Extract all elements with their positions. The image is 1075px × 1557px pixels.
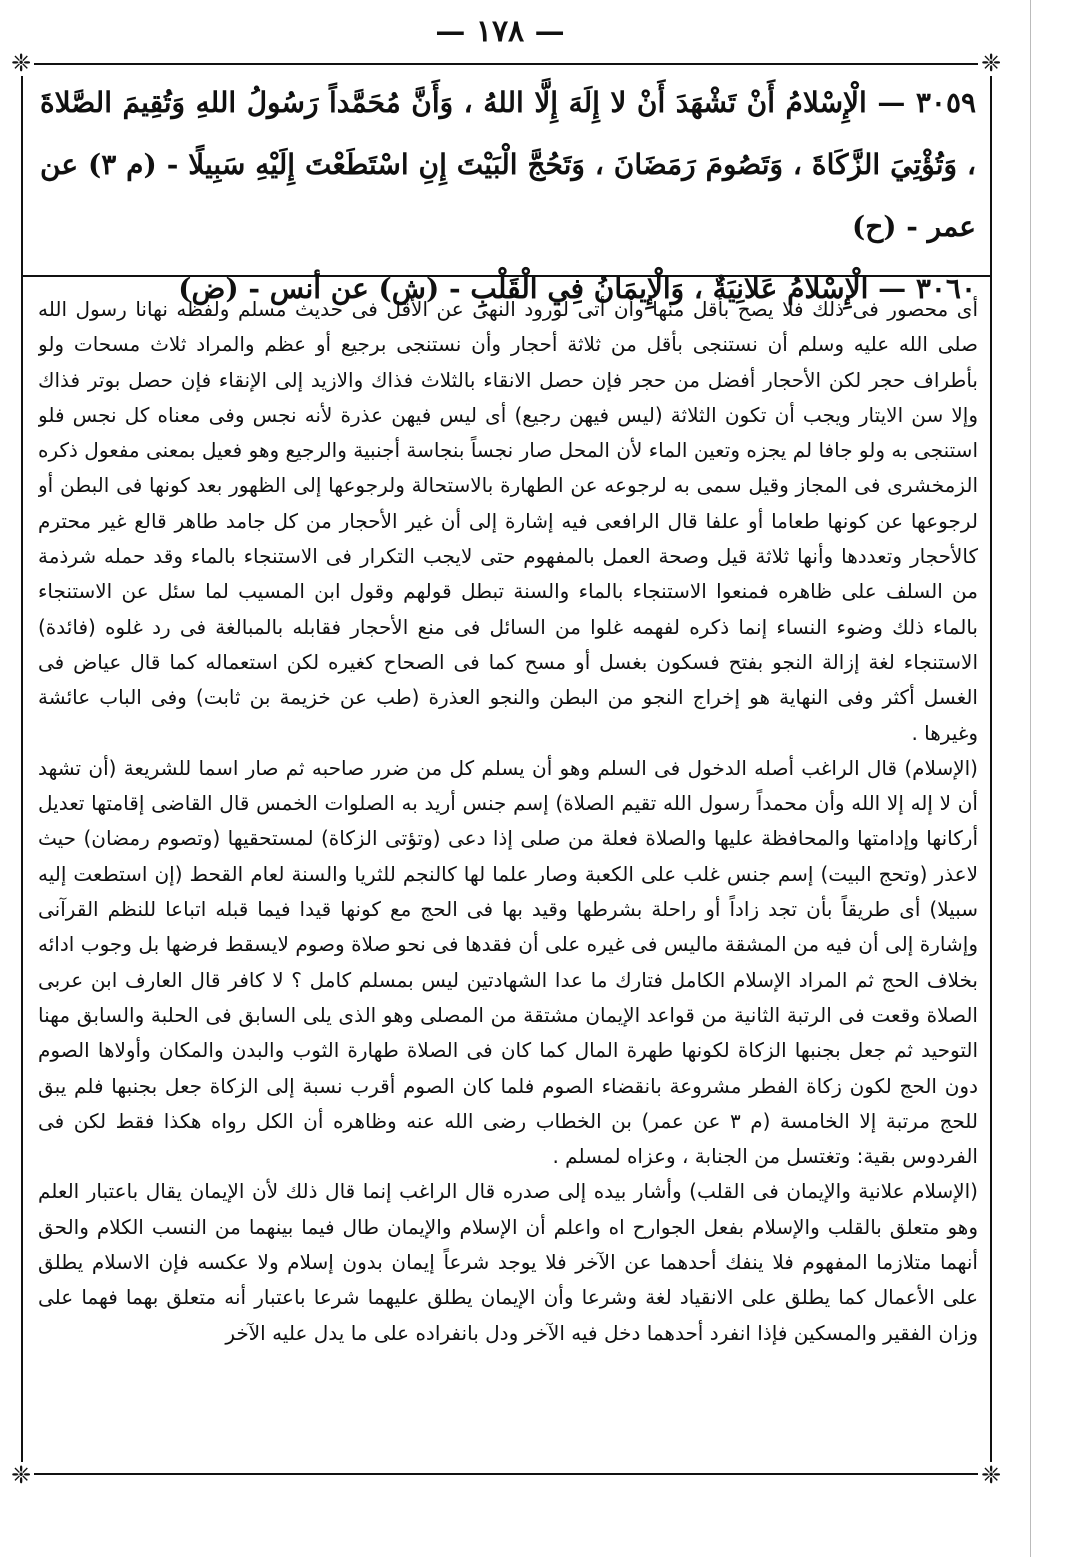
hadith-3059 (40, 72, 976, 258)
ornament-icon: ❈ (8, 50, 34, 76)
commentary-paragraph: (الإسلام علانية والإيمان فى القلب) وأشار بيده إلى صدره قال الراغب إنما قال ذلك لأن الإيمان يقال باعتبار العلم وهو متعلق بالقلب والإسلام بفعل الجوارح اه واعلم أن الإسلام والإيمان طال فيما بينهما من النسب الكلام والحق أنهما متلازما المفهوم فلا ينفك أحدهما عن الآخر فلا يوجد شرعاً إيمان بدون إسلام ولا عكسه فإن الاسلام يطلق على الأعمال كما يطلق على الانقياد لغة وشرعا وأن الإيمان يطلق عليهما شرعا باعتبار أنه متعلق بهما فهما على وزان الفقير والمسكين فإذا انفرد أحدهما دخل فيه الآخر ودل بانفراده على ما يدل عليه الآخر (38, 1179, 978, 1345)
hadith-text: — الْإِسْلامُ أَنْ تَشْهَدَ أَنْ لا إِلَهَ إِلَّا اللهُ ، وَأَنَّ مُحَمَّداً رَسُولُ اللهِ وَتُقِيمَ الصَّلاةَ ، وَتُؤْتِيَ الزَّكَاةَ ، وَتَصُومَ رَمَضَانَ ، وَتَحُجَّ الْبَيْتَ إِنِ اسْتَطَعْتَ إِلَيْهِ سَبِيلًا (40, 86, 976, 181)
section-divider (23, 275, 990, 277)
page-margin-line (1030, 0, 1031, 1557)
hadith-source: - (ش) عن أنس - (ض) (178, 272, 461, 305)
page-number: — ١٧٨ — (435, 14, 565, 49)
hadith-text: — الْإِسْلامُ عَلانِيَةٌ ، وَالْإِيمَانُ فِي الْقَلْبِ (470, 272, 907, 305)
hadith-number: ٣٠٥٩ (915, 86, 977, 119)
ornament-icon: ❈ (978, 1462, 1004, 1488)
commentary-paragraph: (الإسلام) قال الراغب أصله الدخول فى السلم وهو أن يسلم كل من ضرر صاحبه ثم صار اسما للشريعة (أن تشهد أن لا إله إلا الله وأن محمداً رسول الله تقيم الصلاة) إسم جنس أريد به الصلوات الخمس قال القاضى إقامتها تعديل أركانها وإدامتها والمحافظة عليها والصلاة فعلة من صلى إذا دعى (وتؤتى الزكاة) لمستحقيها (وتصوم رمضان) حيث لاعذر (وتحج البيت) إسم جنس غلب على الكعبة وصار علما لها كالنجم للثريا والسنة لعام القحط (إن استطعت إليه سبيلا) أى طريقاً بأن تجد زاداً أو راحلة بشرطها وقيد بها فى الحج مع كونها قيدا فيما قبله اتباعا للنظم القرآنى وإشارة إلى أن فيه من المشقة ماليس فى غيره على أن فقدها فى نحو صلاة وصوم لايسقط فرضها بل وجوب ادائه بخلاف الحج ثم المراد الإسلام الكامل فتارك ما عدا الشهادتين ليس بمسلم كامل ؟ لا كافر قال العارف ابن عربى الصلاة وقعت فى الرتبة الثانية من قواعد الإيمان مشتقة من المصلى وهو الذى يلى السابق فى الحلبة والسابق مهنا التوحيد ثم جعل بجنبها الزكاة لكونها طهرة المال كما كان فى الصلاة طهارة الثوب والبدن والمكان وأولاها الصوم دون الحج لكون زكاة الفطر مشروعة بانقضاء الصوم فلما كان الصوم أقرب نسبة إلى الزكاة جعل بجنبها فلم يبق للحج مرتبة إلا الخامسة (م ٣ عن عمر) بن الخطاب رضى الله عنه وظاهره أن الكل رواه هكذا فقط لكن فى الفردوس بقية: وتغتسل من الجنابة ، وعزاه لمسلم . (38, 755, 978, 1169)
ornament-icon: ❈ (978, 50, 1004, 76)
commentary-paragraph: أى محصور فى ذلك فلا يصح بأقل منها وأن أتى لورود النهى عن الأقل فى حديث مسلم ولفظه نهانا رسول الله صلى الله عليه وسلم أن نستنجى بأقل من ثلاثة أحجار وأن نستنجى برجيع أو عظم والمراد ثلاث مسحات ولو بأطراف حجر لكن الأحجار أفضل من حجر فإن حصل الانقاء بالثلاث فذاك والازيد إلى الإنقاء فإن حصل بوتر فذاك وإلا سن الايتار ويجب أن تكون الثلاثة (ليس فيهن رجيع) أى ليس فيهن عذرة لأنه نجس وفى معناه كل نجس فلو استنجى به ولو جافا لم يجزه وتعين الماء لأن المحل صار نجساً بنجاسة أجنبية والرجيع وهو فعيل بمعنى مفعول ذكره الزمخشرى فى المجاز وقيل سمى به لرجوعه عن الطهارة بالاستحالة ولرجوعها إلى الظهور بعد كونها فى البطن أو لرجوعها عن كونها طعاما أو علفا قال الرافعى فيه إشارة إلى أن غير الأحجار من كل جامد طاهر قالع غير محترم كالأحجار وتعددها وأنها ثلاثة قيل وصحة العمل بالمفهوم حتى لايجب التكرار فى الاستنجاء بالماء وقد حمله شرذمة من السلف على ظاهره فمنعوا الاستنجاء بالماء والسنة تبطل قولهم وقول ابن المسيب لما سئل عن الاستنجاء بالماء ذلك وضوء النساء إنما ذكره لفهمه غلوا من السائل فى منع الأحجار فقابله بالمبالغة فى رد غلوه (فائدة) الاستنجاء لغة إزالة النجو بفتح فسكون بغسل أو مسح كما فى الصحاح كغيره لكن استعماله كما قال عياض فى الغسل أكثر وفى النهاية هو إخراج النجو من البطن والنجو العذرة (طب عن خزيمة بن ثابت) وفى الباب عائشة وغيرها . (38, 297, 978, 745)
hadith-section (40, 72, 977, 305)
hadith-source: - (م ٣) عن عمر - (ح) (40, 148, 976, 243)
ornament-icon: ❈ (8, 1462, 34, 1488)
commentary (38, 292, 978, 1464)
hadith-number: ٣٠٦٠ (915, 272, 976, 305)
